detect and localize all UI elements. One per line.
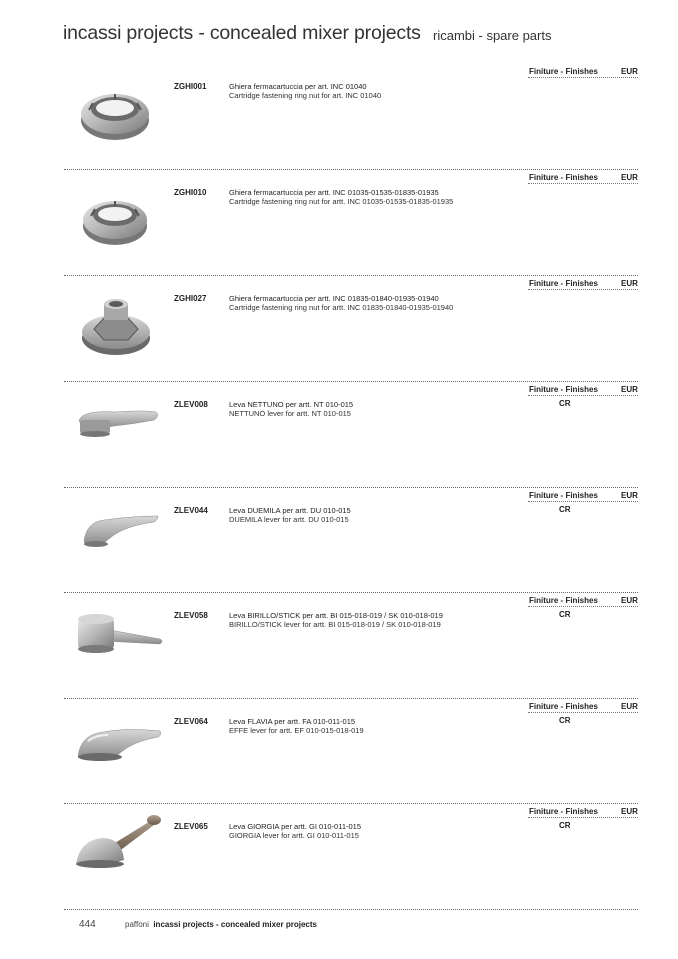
footer-divider [64,909,638,910]
finish-code: CR [559,716,571,725]
finish-code: CR [559,610,571,619]
header-divider [528,183,638,184]
finishes-header: Finiture - Finishes [529,67,598,76]
description-english: DUEMILA lever for artt. DU 010-015 [229,515,349,524]
finishes-header: Finiture - Finishes [529,702,598,711]
finish-code: CR [559,505,571,514]
description-english: Cartridge fastening ring nut for art. INC 01040 [229,91,382,100]
ring-nut-icon [74,62,166,154]
description-english: Cartridge fastening ring nut for artt. INC 01035-01535-01835-01935 [229,197,454,206]
footer-title: incassi projects - concealed mixer projects [153,920,317,929]
part-code: ZLEV064 [174,717,208,726]
description-italian: Ghiera fermacartuccia per art. INC 01040 [229,82,367,91]
description-italian: Leva NETTUNO per artt. NT 010-015 [229,400,354,409]
header-divider [528,395,638,396]
eur-header: EUR [621,385,638,394]
finishes-header: Finiture - Finishes [529,596,598,605]
spare-part-row [0,385,678,494]
lever-icon [74,486,166,578]
page-title: incassi projects - concealed mixer projects [63,22,421,44]
finishes-header: Finiture - Finishes [529,279,598,288]
eur-header: EUR [621,702,638,711]
finish-code: CR [559,821,571,830]
description-english: EFFE lever for artt. EF 010-015-018-019 [229,726,364,735]
header-divider [528,501,638,502]
eur-header: EUR [621,67,638,76]
eur-header: EUR [621,279,638,288]
classic-lever-icon [74,802,166,894]
part-code: ZGHI010 [174,188,207,197]
description-italian: Leva DUEMILA per artt. DU 010-015 [229,506,351,515]
spare-part-row [0,702,678,811]
part-code: ZLEV044 [174,506,208,515]
spare-part-row [0,279,678,388]
eur-header: EUR [621,807,638,816]
description-italian: Leva FLAVIA per artt. FA 010-011-015 [229,717,356,726]
lever-icon [74,380,166,472]
spare-part-row [0,67,678,176]
finishes-header: Finiture - Finishes [529,491,598,500]
description-italian: Leva BIRILLO/STICK per artt. BI 015-018-019 / SK 010-018-019 [229,611,443,620]
header-divider [528,606,638,607]
description-english: NETTUNO lever for artt. NT 010-015 [229,409,351,418]
eur-header: EUR [621,173,638,182]
description-english: Cartridge fastening ring nut for artt. INC 01835-01840-01935-01940 [229,303,454,312]
eur-header: EUR [621,596,638,605]
hex-ring-nut-icon [74,274,166,366]
description-italian: Ghiera fermacartuccia per artt. INC 01835-01840-01935-01940 [229,294,439,303]
page-number: 444 [79,919,96,930]
description-italian: Ghiera fermacartuccia per artt. INC 01035-01535-01835-01935 [229,188,439,197]
description-english: GIORGIA lever for artt. GI 010-011-015 [229,831,359,840]
part-code: ZLEV008 [174,400,208,409]
part-code: ZLEV065 [174,822,208,831]
description-italian: Leva GIORGIA per artt. GI 010-011-015 [229,822,362,831]
header-divider [528,712,638,713]
spare-part-row [0,491,678,600]
finishes-header: Finiture - Finishes [529,385,598,394]
page-subtitle: ricambi - spare parts [433,28,552,43]
part-code: ZLEV058 [174,611,208,620]
eur-header: EUR [621,491,638,500]
header-divider [528,289,638,290]
spare-part-row [0,596,678,705]
finishes-header: Finiture - Finishes [529,173,598,182]
ring-nut-icon [74,168,166,260]
part-code: ZGHI027 [174,294,207,303]
finishes-header: Finiture - Finishes [529,807,598,816]
stick-lever-icon [74,591,166,683]
spare-part-row [0,807,678,916]
description-english: BIRILLO/STICK lever for artt. BI 015-018-019 / SK 010-018-019 [229,620,441,629]
finish-code: CR [559,399,571,408]
part-code: ZGHI001 [174,82,207,91]
spare-part-row [0,173,678,282]
lever-icon [74,697,166,789]
footer-brand: paffoni [125,920,149,929]
footer-text [125,920,317,929]
header-divider [528,817,638,818]
header-divider [528,77,638,78]
